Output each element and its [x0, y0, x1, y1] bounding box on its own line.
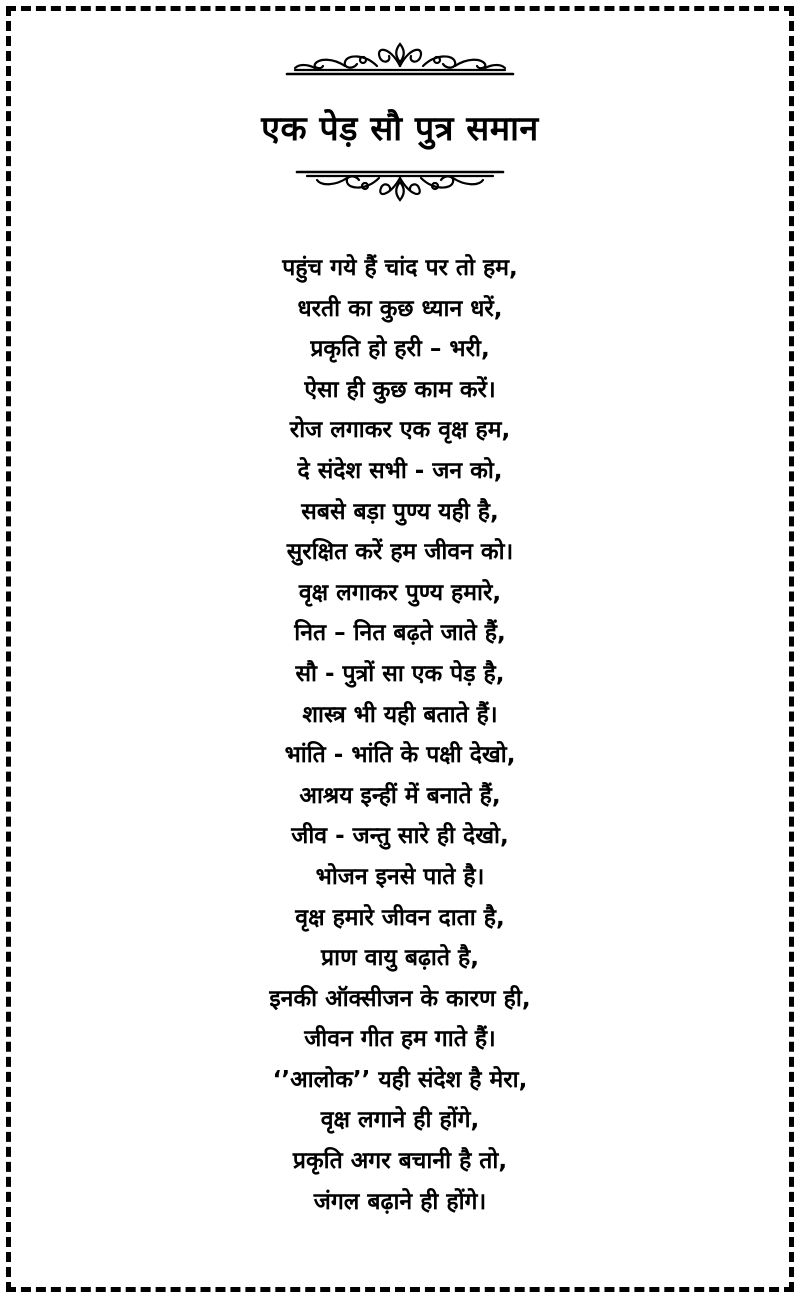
- poem-line: सबसे बड़ा पुण्य यही है,: [301, 498, 499, 525]
- poem-line: वृक्ष लगाकर पुण्य हमारे,: [298, 579, 502, 606]
- poem-line: ‘’आलोक’’ यही संदेश है मेरा,: [272, 1066, 528, 1093]
- poem-line: जंगल बढ़ाने ही होंगे।: [313, 1188, 487, 1215]
- poem-line: पहुंच गये हैं चांद पर तो हम,: [282, 255, 518, 281]
- poem-line: धरती का कुछ ध्यान धरें,: [297, 295, 503, 322]
- poem-line: ऐसा ही कुछ काम करें।: [304, 376, 496, 403]
- poem-line: इनकी ऑक्सीजन के कारण ही,: [269, 985, 531, 1012]
- poem-line: सौ - पुत्रों सा एक पेड़ है,: [295, 660, 505, 687]
- top-flourish-ornament: [285, 36, 515, 82]
- poem-line: प्राण वायु बढ़ाते है,: [321, 945, 479, 972]
- poem-line: प्रकृति हो हरी – भरी,: [310, 336, 490, 363]
- poem-line: वृक्ष लगाने ही होंगे,: [320, 1107, 480, 1134]
- poem-line: आश्रय इन्हीं में बनाते हैं,: [299, 782, 501, 809]
- poem-line: जीवन गीत हम गाते हैं।: [304, 1026, 496, 1053]
- poem-line: सुरक्षित करें हम जीवन को।: [286, 539, 514, 566]
- poem-title: एक पेड़ सौ पुत्र समान: [261, 109, 539, 149]
- bottom-flourish-ornament: [295, 160, 505, 206]
- poem-line: प्रकृति अगर बचानी है तो,: [292, 1148, 508, 1175]
- poem-body: [0, 248, 800, 1222]
- poem-line: नित – नित बढ़ते जाते हैं,: [294, 620, 506, 647]
- poem-line: भोजन इनसे पाते है।: [315, 863, 485, 890]
- poem-line: रोज लगाकर एक वृक्ष हम,: [289, 417, 511, 444]
- poem-line: भांति - भांति के पक्षी देखो,: [284, 742, 516, 769]
- poem-line: वृक्ष हमारे जीवन दाता है,: [295, 904, 505, 931]
- poem-line: शास्त्र भी यही बताते हैं।: [302, 701, 498, 728]
- poem-line: जीव - जन्तु सारे ही देखो,: [291, 823, 509, 850]
- poem-line: दे संदेश सभी - जन को,: [297, 457, 503, 484]
